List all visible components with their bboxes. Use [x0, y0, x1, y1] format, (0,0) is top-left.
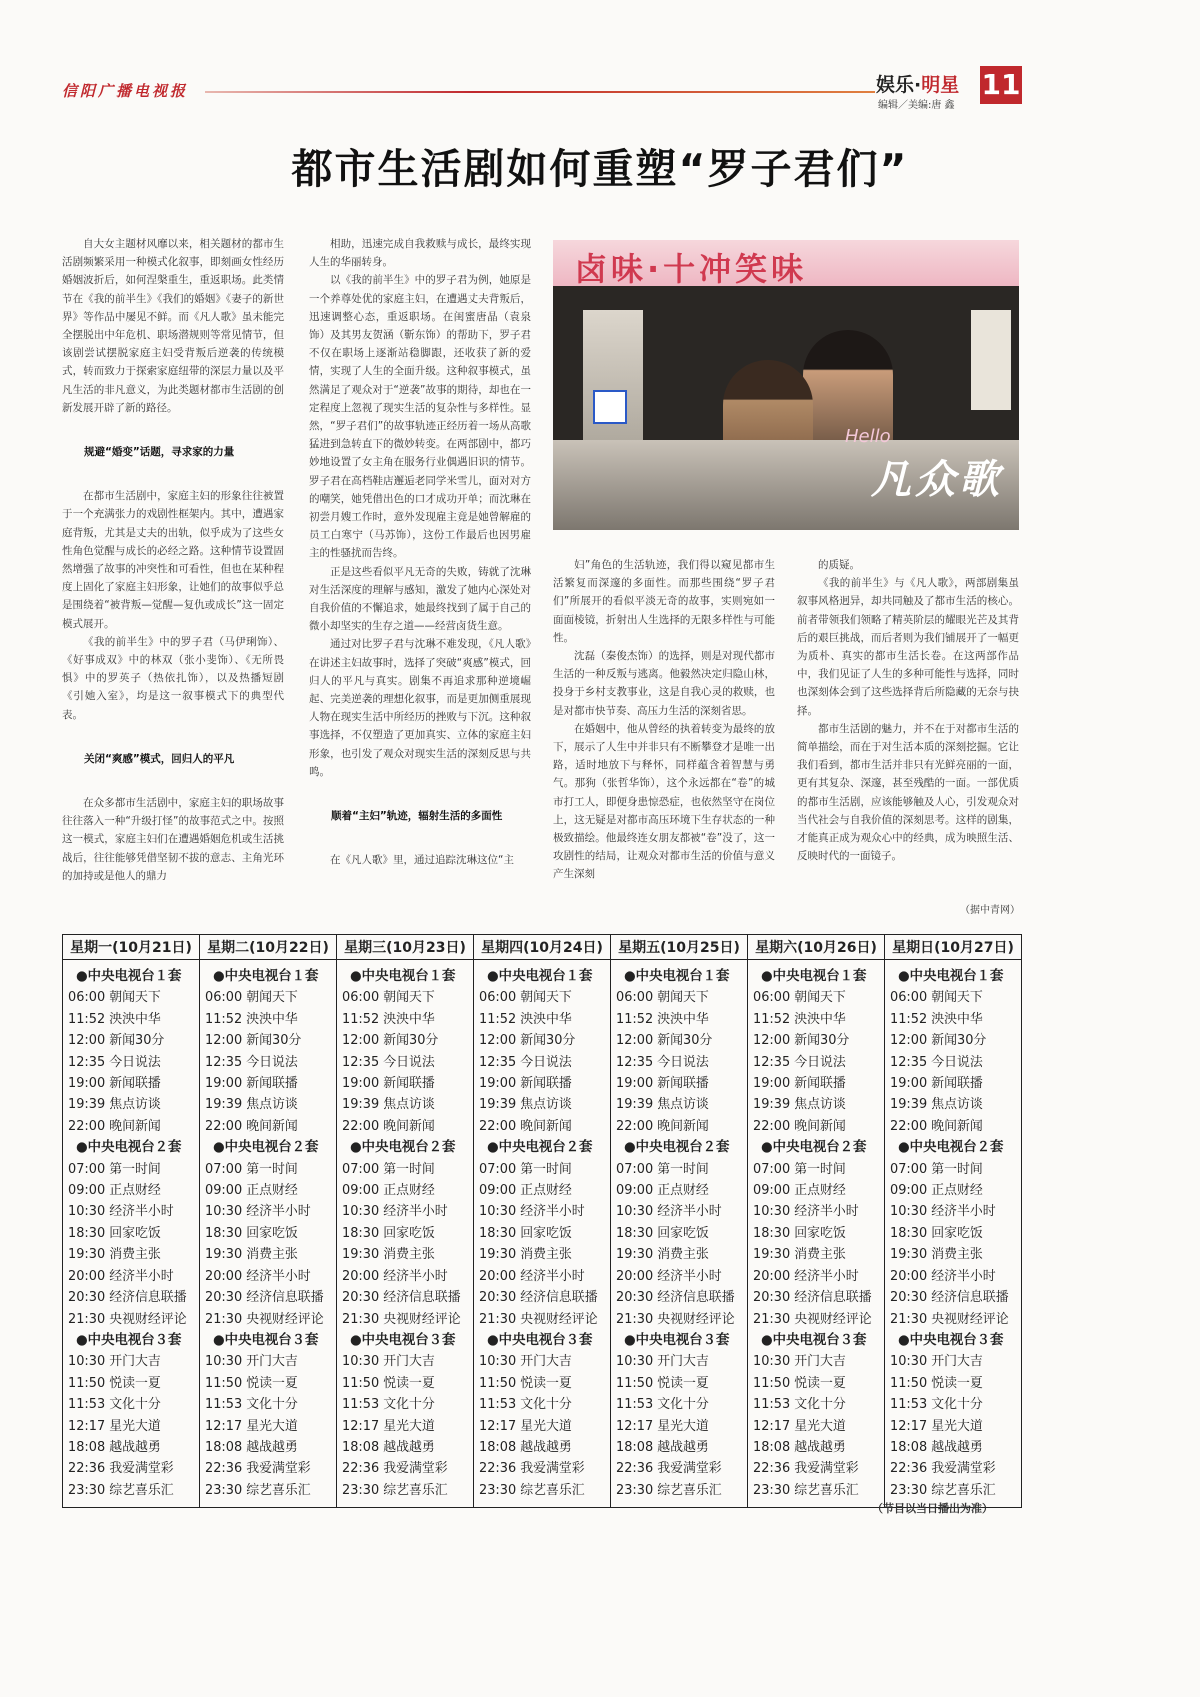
program-item: 20:00 经济半小时 — [342, 1268, 448, 1284]
program-item: 11:52 泱泱中华 — [616, 1011, 709, 1027]
program-item: 12:35 今日说法 — [890, 1054, 983, 1070]
program-item: 12:35 今日说法 — [753, 1054, 846, 1070]
program-item: 18:30 回家吃饭 — [205, 1225, 298, 1241]
tv-schedule-table — [62, 934, 1022, 1508]
article-column-1 — [62, 235, 284, 885]
program-item: 12:00 新闻30分 — [890, 1033, 987, 1049]
article-paragraph: 在《凡人歌》里，通过追踪沈琳这位“主 — [330, 854, 514, 867]
program-item: 18:08 越战越勇 — [479, 1439, 572, 1455]
program-item: 19:00 新闻联播 — [753, 1076, 846, 1092]
program-item: 23:30 综艺喜乐汇 — [68, 1482, 174, 1498]
channel-heading: ●中央电视台２套 — [761, 1140, 867, 1156]
program-item: 18:08 越战越勇 — [890, 1439, 983, 1455]
program-item: 22:36 我爱满堂彩 — [205, 1461, 311, 1477]
program-item: 19:39 焦点访谈 — [205, 1097, 298, 1113]
program-item: 22:36 我爱满堂彩 — [890, 1461, 996, 1477]
program-item: 12:00 新闻30分 — [753, 1033, 850, 1049]
program-item: 21:30 央视财经评论 — [68, 1311, 187, 1327]
program-item: 09:00 正点财经 — [479, 1183, 572, 1199]
hello-text: Hello — [845, 426, 891, 447]
day-header: 星期一(10月21日) — [63, 935, 200, 960]
article-paragraph: 相助，迅速完成自我救赎与成长，最终实现人生的华丽转身。 — [309, 238, 531, 269]
program-item: 18:08 越战越勇 — [616, 1439, 709, 1455]
channel-heading: ●中央电视台１套 — [898, 969, 1004, 984]
program-item: 12:17 星光大道 — [890, 1418, 983, 1434]
article-paragraph: 以《我的前半生》中的罗子君为例，她原是一个养尊处优的家庭主妇，在遭遇丈夫背叛后，迅速调整心态，重返职场。在闺蜜唐晶（袁泉饰）及其男友贺涵（靳东饰）的帮助下，罗子君不仅在职场上逐渐站稳脚跟，还收获了新的爱情，实现了人生的全面升级。这种叙事模式，虽然满足了观众对于“逆袭”故事的期待，却也在一定程度上忽视了现实生活的复杂性与多样性。显然，“罗子君们”的故事轨迹正经历着一场从高歌猛进到急转直下的微妙转变。在两部剧中，都巧妙地设置了女主角在服务行业偶遇旧识的情节。罗子君在高档鞋店邂逅老同学米雪儿，面对对方的嘲笑，她凭借出色的口才成功开单；而沈琳在初尝月嫂工作时，意外发现雇主竟是她曾解雇的员工白寒宁（马苏饰），这份工作最后也因男雇主的性骚扰而告终。 — [309, 274, 531, 560]
program-item: 10:30 经济半小时 — [616, 1204, 722, 1220]
program-item: 23:30 综艺喜乐汇 — [205, 1482, 311, 1498]
channel-heading: ●中央电视台１套 — [487, 969, 593, 984]
program-item: 20:30 经济信息联播 — [205, 1290, 324, 1306]
program-item: 20:00 经济半小时 — [205, 1268, 311, 1284]
program-item: 11:53 文化十分 — [342, 1397, 435, 1413]
program-item: 12:17 星光大道 — [753, 1418, 846, 1434]
program-item: 19:00 新闻联播 — [479, 1076, 572, 1092]
program-item: 09:00 正点财经 — [68, 1183, 161, 1199]
newspaper-name: 信阳广播电视报 — [62, 82, 189, 100]
channel-heading: ●中央电视台１套 — [350, 969, 456, 984]
program-item: 10:30 开门大吉 — [753, 1354, 846, 1370]
program-item: 23:30 综艺喜乐汇 — [753, 1482, 859, 1498]
col3-paras — [553, 556, 775, 884]
article-column-4 — [797, 556, 1019, 865]
article-paragraph: 妇”角色的生活轨迹，我们得以窥见都市生活繁复而深邃的多面性。而那些围绕“罗子君们”所展开的看似平淡无奇的故事，实则宛如一面面棱镜，折射出人生选择的无限多样性与可能性。 — [553, 559, 775, 644]
program-item: 12:00 新闻30分 — [479, 1033, 576, 1049]
program-item: 19:30 消费主张 — [342, 1247, 435, 1263]
glass-panel — [583, 310, 643, 460]
program-item: 12:17 星光大道 — [342, 1418, 435, 1434]
program-item: 11:53 文化十分 — [68, 1397, 161, 1413]
program-item: 21:30 央视财经评论 — [342, 1311, 461, 1327]
program-item: 22:00 晚间新闻 — [479, 1118, 572, 1134]
program-item: 12:17 星光大道 — [616, 1418, 709, 1434]
program-item: 10:30 经济半小时 — [890, 1204, 996, 1220]
program-item: 23:30 综艺喜乐汇 — [342, 1482, 448, 1498]
program-item: 10:30 经济半小时 — [205, 1204, 311, 1220]
program-item: 10:30 开门大吉 — [890, 1354, 983, 1370]
section-highlight: 明星 — [921, 74, 960, 96]
program-item: 19:39 焦点访谈 — [753, 1097, 846, 1113]
channel-heading: ●中央电视台２套 — [487, 1140, 593, 1156]
program-item: 10:30 开门大吉 — [68, 1354, 161, 1370]
channel-heading: ●中央电视台３套 — [350, 1332, 456, 1348]
channel-heading: ●中央电视台３套 — [898, 1332, 1004, 1348]
program-item: 11:50 悦读一夏 — [890, 1375, 983, 1391]
program-item: 19:00 新闻联播 — [342, 1076, 435, 1092]
program-item: 11:50 悦读一夏 — [479, 1375, 572, 1391]
day-header: 星期五(10月25日) — [611, 935, 748, 960]
program-item: 18:30 回家吃饭 — [342, 1225, 435, 1241]
program-item: 07:00 第一时间 — [616, 1161, 709, 1177]
day-schedule-cell — [63, 960, 200, 1508]
program-item: 22:36 我爱满堂彩 — [342, 1461, 448, 1477]
program-item: 23:30 综艺喜乐汇 — [890, 1482, 996, 1498]
program-item: 07:00 第一时间 — [753, 1161, 846, 1177]
day-schedule-cell — [885, 960, 1022, 1508]
drama-still-photo — [553, 240, 1019, 530]
program-item: 21:30 央视财经评论 — [890, 1311, 1009, 1327]
program-item: 11:52 泱泱中华 — [890, 1011, 983, 1027]
program-item: 11:52 泱泱中华 — [753, 1011, 846, 1027]
program-item: 23:30 综艺喜乐汇 — [616, 1482, 722, 1498]
program-item: 06:00 朝闻天下 — [890, 990, 983, 1006]
day-schedule-cell — [748, 960, 885, 1508]
subheading-3: 顺着“主妇”轨迹，辐射生活的多面性 — [331, 810, 503, 823]
program-item: 20:30 经济信息联播 — [479, 1290, 598, 1306]
program-item: 10:30 开门大吉 — [616, 1354, 709, 1370]
program-item: 12:00 新闻30分 — [68, 1033, 165, 1049]
article-paragraph: 通过对比罗子君与沈琳不难发现，《凡人歌》在讲述主妇故事时，选择了突破“爽感”模式，回归人的平凡与真实。剧集不再追求那种逆境崛起、完美逆袭的理想化叙事，而是更加侧重展现人物在现实生活中所经历的挫败与下沉。这种叙事选择，不仅塑造了更加真实、立体的家庭主妇形象，也引发了观众对现实生活的深刻反思与共鸣。 — [309, 638, 531, 778]
program-item: 22:00 晚间新闻 — [342, 1118, 435, 1134]
program-item: 21:30 央视财经评论 — [205, 1311, 324, 1327]
day-schedule-cell — [337, 960, 474, 1508]
article-column-3 — [553, 556, 775, 884]
article-paragraph: 《我的前半生》中的罗子君（马伊琍饰）、《好事成双》中的林双（张小斐饰）、《无所畏惧》中的罗英子（热依扎饰），以及热播短剧《引她入室》，均是这一叙事模式下的典型代表。 — [62, 635, 284, 721]
program-item: 10:30 开门大吉 — [479, 1354, 572, 1370]
menu-board — [971, 310, 1011, 410]
program-item: 06:00 朝闻天下 — [616, 990, 709, 1006]
program-item: 09:00 正点财经 — [890, 1183, 983, 1199]
program-item: 22:00 晚间新闻 — [68, 1118, 161, 1134]
program-item: 18:08 越战越勇 — [68, 1439, 161, 1455]
channel-heading: ●中央电视台３套 — [624, 1332, 730, 1348]
program-item: 19:30 消费主张 — [205, 1247, 298, 1263]
day-schedule-cell — [611, 960, 748, 1508]
subheading-2: 关闭“爽感”模式，回归人的平凡 — [84, 752, 235, 765]
header-rule — [205, 91, 875, 93]
col1c-paras — [62, 794, 284, 885]
program-item: 22:00 晚间新闻 — [890, 1118, 983, 1134]
day-schedule-cell — [200, 960, 337, 1508]
channel-heading: ●中央电视台２套 — [624, 1140, 730, 1156]
page-number: 11 — [980, 66, 1022, 104]
channel-heading: ●中央电视台３套 — [213, 1332, 319, 1348]
program-item: 11:50 悦读一夏 — [342, 1375, 435, 1391]
day-header: 星期二(10月22日) — [200, 935, 337, 960]
program-item: 12:00 新闻30分 — [616, 1033, 713, 1049]
program-item: 20:30 经济信息联播 — [616, 1290, 735, 1306]
program-item: 18:30 回家吃饭 — [616, 1225, 709, 1241]
article-paragraph: 都市生活剧的魅力，并不在于对都市生活的简单描绘，而在于对生活本质的深刻挖掘。它让我们看到，都市生活并非只有光鲜亮丽的一面，更有其复杂、深邃，甚至残酷的一面。一部优质的都市生活剧，应该能够触及人心，引发观众对当代社会与自我价值的深刻思考。这样的剧集，才能真正成为观众心中的经典，成为映照生活、反映时代的一面镜子。 — [797, 722, 1019, 863]
schedule-body-row — [63, 960, 1022, 1508]
shop-sign-text: 卤味·十冲笑味 — [575, 250, 808, 288]
program-item: 20:30 经济信息联播 — [890, 1290, 1009, 1306]
program-item: 09:00 正点财经 — [753, 1183, 846, 1199]
program-item: 12:00 新闻30分 — [205, 1033, 302, 1049]
channel-heading: ●中央电视台２套 — [76, 1140, 182, 1156]
program-item: 18:08 越战越勇 — [342, 1439, 435, 1455]
program-item: 07:00 第一时间 — [342, 1161, 435, 1177]
program-item: 06:00 朝闻天下 — [68, 990, 161, 1006]
program-item: 20:00 经济半小时 — [68, 1268, 174, 1284]
channel-heading: ●中央电视台２套 — [213, 1140, 319, 1156]
program-item: 18:30 回家吃饭 — [753, 1225, 846, 1241]
program-item: 09:00 正点财经 — [616, 1183, 709, 1199]
article-paragraph: 的质疑。 — [818, 559, 860, 571]
program-item: 11:53 文化十分 — [616, 1397, 709, 1413]
program-item: 19:39 焦点访谈 — [616, 1097, 709, 1113]
program-item: 11:53 文化十分 — [890, 1397, 983, 1413]
day-header: 星期四(10月24日) — [474, 935, 611, 960]
program-item: 12:17 星光大道 — [479, 1418, 572, 1434]
program-item: 09:00 正点财经 — [205, 1183, 298, 1199]
article-headline: 都市生活剧如何重塑“罗子君们” — [291, 145, 909, 193]
program-item: 19:30 消费主张 — [890, 1247, 983, 1263]
program-item: 12:35 今日说法 — [616, 1054, 709, 1070]
program-item: 22:00 晚间新闻 — [753, 1118, 846, 1134]
program-item: 19:30 消费主张 — [753, 1247, 846, 1263]
program-item: 12:35 今日说法 — [205, 1054, 298, 1070]
channel-heading: ●中央电视台１套 — [76, 969, 182, 984]
subheading-1: 规避“婚变”话题，寻求家的力量 — [84, 446, 235, 459]
program-item: 07:00 第一时间 — [68, 1161, 161, 1177]
day-header: 星期日(10月27日) — [885, 935, 1022, 960]
day-header: 星期六(10月26日) — [748, 935, 885, 960]
program-item: 20:00 经济半小时 — [890, 1268, 996, 1284]
program-item: 06:00 朝闻天下 — [479, 990, 572, 1006]
section-prefix: 娱乐· — [876, 74, 922, 96]
program-item: 22:36 我爱满堂彩 — [68, 1461, 174, 1477]
program-item: 22:00 晚间新闻 — [205, 1118, 298, 1134]
col1b-paras — [62, 487, 284, 724]
program-item: 21:30 央视财经评论 — [479, 1311, 598, 1327]
article-column-2 — [309, 235, 531, 870]
program-item: 19:00 新闻联播 — [68, 1076, 161, 1092]
editor-credit: 编辑／美编:唐 鑫 — [878, 100, 955, 111]
program-item: 19:30 消费主张 — [479, 1247, 572, 1263]
program-item: 11:52 泱泱中华 — [479, 1011, 572, 1027]
program-item: 19:39 焦点访谈 — [890, 1097, 983, 1113]
channel-heading: ●中央电视台１套 — [213, 969, 319, 984]
article-paragraph: 正是这些看似平凡无奇的失败，铸就了沈琳对生活深度的理解与感知，激发了她内心深处对自我价值的不懈追求，她最终找到了属于自己的微小却坚实的生存之道——经营卤货生意。 — [309, 565, 531, 633]
program-item: 20:30 经济信息联播 — [68, 1290, 187, 1306]
program-item: 18:08 越战越勇 — [753, 1439, 846, 1455]
program-item: 19:39 焦点访谈 — [68, 1097, 161, 1113]
program-item: 23:30 综艺喜乐汇 — [479, 1482, 585, 1498]
program-item: 20:30 经济信息联播 — [753, 1290, 872, 1306]
program-item: 21:30 央视财经评论 — [753, 1311, 872, 1327]
article-paragraph: 在婚姻中，他从曾经的执着转变为最终的放下，展示了人生中并非只有不断攀登才是唯一出路，适时地放下与释怀，同样蕴含着智慧与勇气。那狗（张哲华饰），这个永远都在“卷”的城市打工人，即便身患惊恐症，也依然坚守在岗位上，这无疑是对都市高压环境下生存状态的一种极致描绘。他最终连女朋友都被“卷”没了，这一攻剧性的结局，让观众对都市生活的价值与意义产生深刻 — [553, 722, 775, 881]
program-item: 10:30 经济半小时 — [479, 1204, 585, 1220]
article-paragraph: 在都市生活剧中，家庭主妇的形象往往被置于一个充满张力的戏剧性框架内。其中，遭遇家庭背叛，尤其是丈夫的出轨，似乎成为了这些女性角色觉醒与成长的必经之路。这种情节设置固然增强了故事的冲突性和可看性，但也在某种程度上固化了家庭主妇形象，让她们的故事似乎总是围绕着“被背叛—觉醒—复仇或成长”这一固定模式展开。 — [62, 490, 284, 630]
program-item: 20:30 经济信息联播 — [342, 1290, 461, 1306]
program-item: 10:30 开门大吉 — [205, 1354, 298, 1370]
program-item: 11:50 悦读一夏 — [753, 1375, 846, 1391]
article-paragraph: 沈磊（秦俊杰饰）的选择，则是对现代都市生活的一种反叛与逃离。他毅然决定归隐山林，投身于乡村支教事业，这是自我心灵的救赎，也是对都市快节奏、高压力生活的深刻省思。 — [553, 650, 775, 717]
program-item: 11:52 泱泱中华 — [205, 1011, 298, 1027]
program-item: 10:30 经济半小时 — [342, 1204, 448, 1220]
program-item: 12:35 今日说法 — [342, 1054, 435, 1070]
program-item: 06:00 朝闻天下 — [205, 990, 298, 1006]
program-item: 18:30 回家吃饭 — [890, 1225, 983, 1241]
channel-heading: ●中央电视台２套 — [350, 1140, 456, 1156]
program-item: 19:39 焦点访谈 — [479, 1097, 572, 1113]
col1-paras — [62, 235, 284, 417]
program-item: 22:00 晚间新闻 — [616, 1118, 709, 1134]
program-item: 19:30 消费主张 — [616, 1247, 709, 1263]
program-item: 18:30 回家吃饭 — [68, 1225, 161, 1241]
channel-heading: ●中央电视台１套 — [624, 969, 730, 984]
program-item: 10:30 经济半小时 — [753, 1204, 859, 1220]
schedule-header-row — [63, 935, 1022, 960]
program-item: 12:00 新闻30分 — [342, 1033, 439, 1049]
program-item: 22:36 我爱满堂彩 — [616, 1461, 722, 1477]
channel-heading: ●中央电视台３套 — [487, 1332, 593, 1348]
article-paragraph: 《我的前半生》与《凡人歌》，两部剧集虽叙事风格迥异，却共同触及了都市生活的核心。前者带领我们领略了精英阶层的耀眼光芒及其背后的艰巨挑战，而后者则为我们铺展开了一幅更为质朴、真实的都市生活长卷。在这两部作品中，我们见证了人生的多种可能性与选择，同时也深刻体会到了这些选择背后所隐藏的无奈与抉择。 — [797, 577, 1019, 717]
program-item: 22:36 我爱满堂彩 — [479, 1461, 585, 1477]
program-item: 11:53 文化十分 — [479, 1397, 572, 1413]
drama-logo: 凡众歌 — [871, 456, 1003, 503]
program-item: 10:30 经济半小时 — [68, 1204, 174, 1220]
program-item: 11:52 泱泱中华 — [342, 1011, 435, 1027]
program-item: 07:00 第一时间 — [205, 1161, 298, 1177]
program-item: 19:30 消费主张 — [68, 1247, 161, 1263]
program-item: 20:00 经济半小时 — [753, 1268, 859, 1284]
program-item: 12:35 今日说法 — [68, 1054, 161, 1070]
channel-heading: ●中央电视台３套 — [761, 1332, 867, 1348]
program-item: 22:36 我爱满堂彩 — [753, 1461, 859, 1477]
program-item: 21:30 央视财经评论 — [616, 1311, 735, 1327]
channel-heading: ●中央电视台１套 — [761, 969, 867, 984]
program-item: 11:53 文化十分 — [753, 1397, 846, 1413]
qr-code-icon — [593, 390, 627, 424]
program-item: 11:52 泱泱中华 — [68, 1011, 161, 1027]
program-item: 19:00 新闻联播 — [890, 1076, 983, 1092]
col2b-paras — [309, 851, 531, 869]
program-item: 19:00 新闻联播 — [616, 1076, 709, 1092]
col2-paras — [309, 235, 531, 781]
day-schedule-cell — [474, 960, 611, 1508]
article-paragraph: 自大女主题材风靡以来，相关题材的都市生活剧频繁采用一种模式化叙事，即刻画女性经历婚姻波折后，如何涅槃重生，重返职场。此类情节在《我的前半生》《我们的婚姻》《妻子的新世界》等作品中屡见不鲜。而《凡人歌》虽未能完全摆脱出中年危机、职场潜规则等常见情节，但该剧尝试摆脱家庭主妇受背叛后逆袭的传统模式，转而致力于探索家庭纽带的深层力量以及平凡生活的非凡意义，为此类题材都市生活剧的创新发展开辟了新的路径。 — [62, 238, 284, 414]
program-item: 11:53 文化十分 — [205, 1397, 298, 1413]
article-source: （据中青网） — [960, 905, 1020, 916]
program-item: 07:00 第一时间 — [479, 1161, 572, 1177]
channel-heading: ●中央电视台２套 — [898, 1140, 1004, 1156]
col4-paras — [797, 556, 1019, 865]
program-item: 19:00 新闻联播 — [205, 1076, 298, 1092]
program-item: 06:00 朝闻天下 — [753, 990, 846, 1006]
program-item: 20:00 经济半小时 — [479, 1268, 585, 1284]
program-item: 11:50 悦读一夏 — [68, 1375, 161, 1391]
program-item: 20:00 经济半小时 — [616, 1268, 722, 1284]
program-item: 19:39 焦点访谈 — [342, 1097, 435, 1113]
program-item: 06:00 朝闻天下 — [342, 990, 435, 1006]
program-item: 10:30 开门大吉 — [342, 1354, 435, 1370]
program-item: 12:17 星光大道 — [68, 1418, 161, 1434]
channel-heading: ●中央电视台３套 — [76, 1332, 182, 1348]
program-item: 18:08 越战越勇 — [205, 1439, 298, 1455]
day-header: 星期三(10月23日) — [337, 935, 474, 960]
program-item: 12:35 今日说法 — [479, 1054, 572, 1070]
program-item: 11:50 悦读一夏 — [616, 1375, 709, 1391]
program-item: 09:00 正点财经 — [342, 1183, 435, 1199]
program-item: 12:17 星光大道 — [205, 1418, 298, 1434]
section-title — [876, 70, 959, 97]
schedule-note: （节目以当日播出为准） — [872, 1502, 993, 1515]
article-paragraph: 在众多都市生活剧中，家庭主妇的职场故事往往落入一种“升级打怪”的故事范式之中。按照这一模式，家庭主妇们在遭遇婚姻危机或生活挑战后，往往能够凭借坚韧不拔的意志、主角光环的加持或是他人的鼎力 — [62, 797, 284, 882]
program-item: 18:30 回家吃饭 — [479, 1225, 572, 1241]
program-item: 11:50 悦读一夏 — [205, 1375, 298, 1391]
program-item: 07:00 第一时间 — [890, 1161, 983, 1177]
